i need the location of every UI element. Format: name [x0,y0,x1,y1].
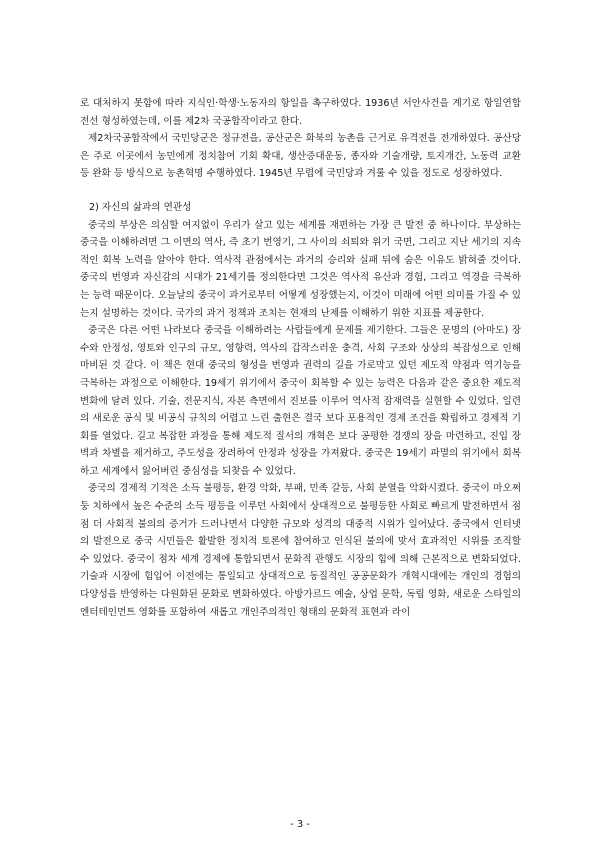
paragraph-body-3: 중국의 경제적 기적은 소득 불평등, 환경 악화, 부패, 민족 갈등, 사회 분열을 악화시켰다. 중국이 마오쩌둥 치하에서 높은 수준의 소득 평등을 이루던 사회에서 상대적으로 불평등한 사회로 빠르게 발전하면서 점점 더 사회적 불의의 증거가 드러나면서 다양한 규모와 성격의 대중적 시위가 일어났다. 중국에서 인터넷의 발전으로 중국 시민들은 활발한 정치적 토론에 참여하고 인식된 불의에 맞서 효과적인 시위를 조직할 수 있었다. 중국이 점차 세계 경제에 통합되면서 문화적 관행도 시장의 힘에 의해 근본적으로 변화되었다. 기술과 시장에 힘입어 이전에는 통일되고 상대적으로 동질적인 공공문화가 개혁시대에는 개인의 경험의 다양성을 반영하는 다원화된 문화로 변화하였다. 아방가르드 예술, 상업 문학, 독립 영화, 새로운 스타일의 엔터테인먼트 영화를 포함하여 새롭고 개인주의적인 형태의 문화적 표현과 라이 [80,483,521,618]
paragraph-intro-2: 제2차국공합작에서 국민당군은 정규전을, 공산군은 화북의 농촌을 근거로 유격전을 전개하였다. 공산당은 주로 이곳에서 농민에게 정치참여 기회 확대, 생산증대운동, 종자와 기술개량, 토지개간, 노동력 교환 등 완화 등 방식으로 농촌혁명 수행하였다. 1945년 무렵에 국민당과 겨룰 수 있을 정도로 성장하였다. [80,133,521,180]
paragraph-intro-1: 로 대처하지 못함에 따라 지식인·학생·노동자의 항일을 촉구하였다. 1936년 서안사건을 계기로 항일연합전선 형성하였는데, 이를 제2차 국공합작이라고 한다. [80,98,521,127]
section-spacer [80,183,521,199]
paragraph-body-2: 중국은 다른 어떤 나라보다 중국을 이해하려는 사람들에게 문제를 제기한다. 그들은 문명의 (아마도) 장수와 안정성, 영토와 인구의 규모, 영향력, 역사의 갑작스러운 충격, 사회 구조와 상상의 복잡성으로 인해 마비된 것 같다. 이 책은 현대 중국의 형성을 번영과 권력의 길을 가로막고 있던 제도적 약점과 역기능을 극복하는 과정으로 이해한다. 19세기 위기에서 중국이 회복할 수 있는 능력은 다음과 같은 중요한 제도적 변화에 달려 있다. 기술, 전문지식, 자본 측면에서 진보를 이루어 역사적 잠재력을 실현할 수 있었다. 일련의 새로운 공식 및 비공식 규칙의 어렵고 느린 출현은 결국 보다 포용적인 경제 조건을 확립하고 경제적 기회를 열었다. 길고 복잡한 과정을 통해 제도적 질서의 개혁은 보다 공평한 경쟁의 장을 마련하고, 진입 장벽과 차별을 제거하고, 주도성을 장려하여 안정과 성장을 가져왔다. 중국은 19세기 파멸의 위기에서 회복하고 세계에서 잃어버린 중심성을 되찾을 수 있었다. [80,325,521,477]
page-number: - 3 - [290,819,310,830]
section-heading: 2) 자신의 삶과의 연관성 [89,201,192,213]
paragraph-body-1: 중국의 부상은 의심할 여지없이 우리가 살고 있는 세계를 재편하는 가장 큰 발전 중 하나이다. 부상하는 중국을 이해하려면 그 이면의 역사, 즉 초기 번영기, 그 사이의 쇠퇴와 위기 국면, 그리고 지난 세기의 지속적인 회복 노력을 알아야 한다. 역사적 관점에서는 과거의 승리와 실패 뒤에 숨은 이유도 밝혀줄 것이다. 중국의 번영과 자신감의 시대가 21세기를 정의한다면 그것은 역사적 유산과 경험, 그리고 역경을 극복하는 능력 때문이다. 오늘날의 중국이 과거로부터 어떻게 성장했는지, 이것이 미래에 어떤 의미를 가질 수 있는지 설명하는 것이다. 국가의 과거 정책과 조치는 현재의 난제를 이해하기 위한 지표를 제공한다. [80,219,521,319]
page-body [80,95,521,621]
